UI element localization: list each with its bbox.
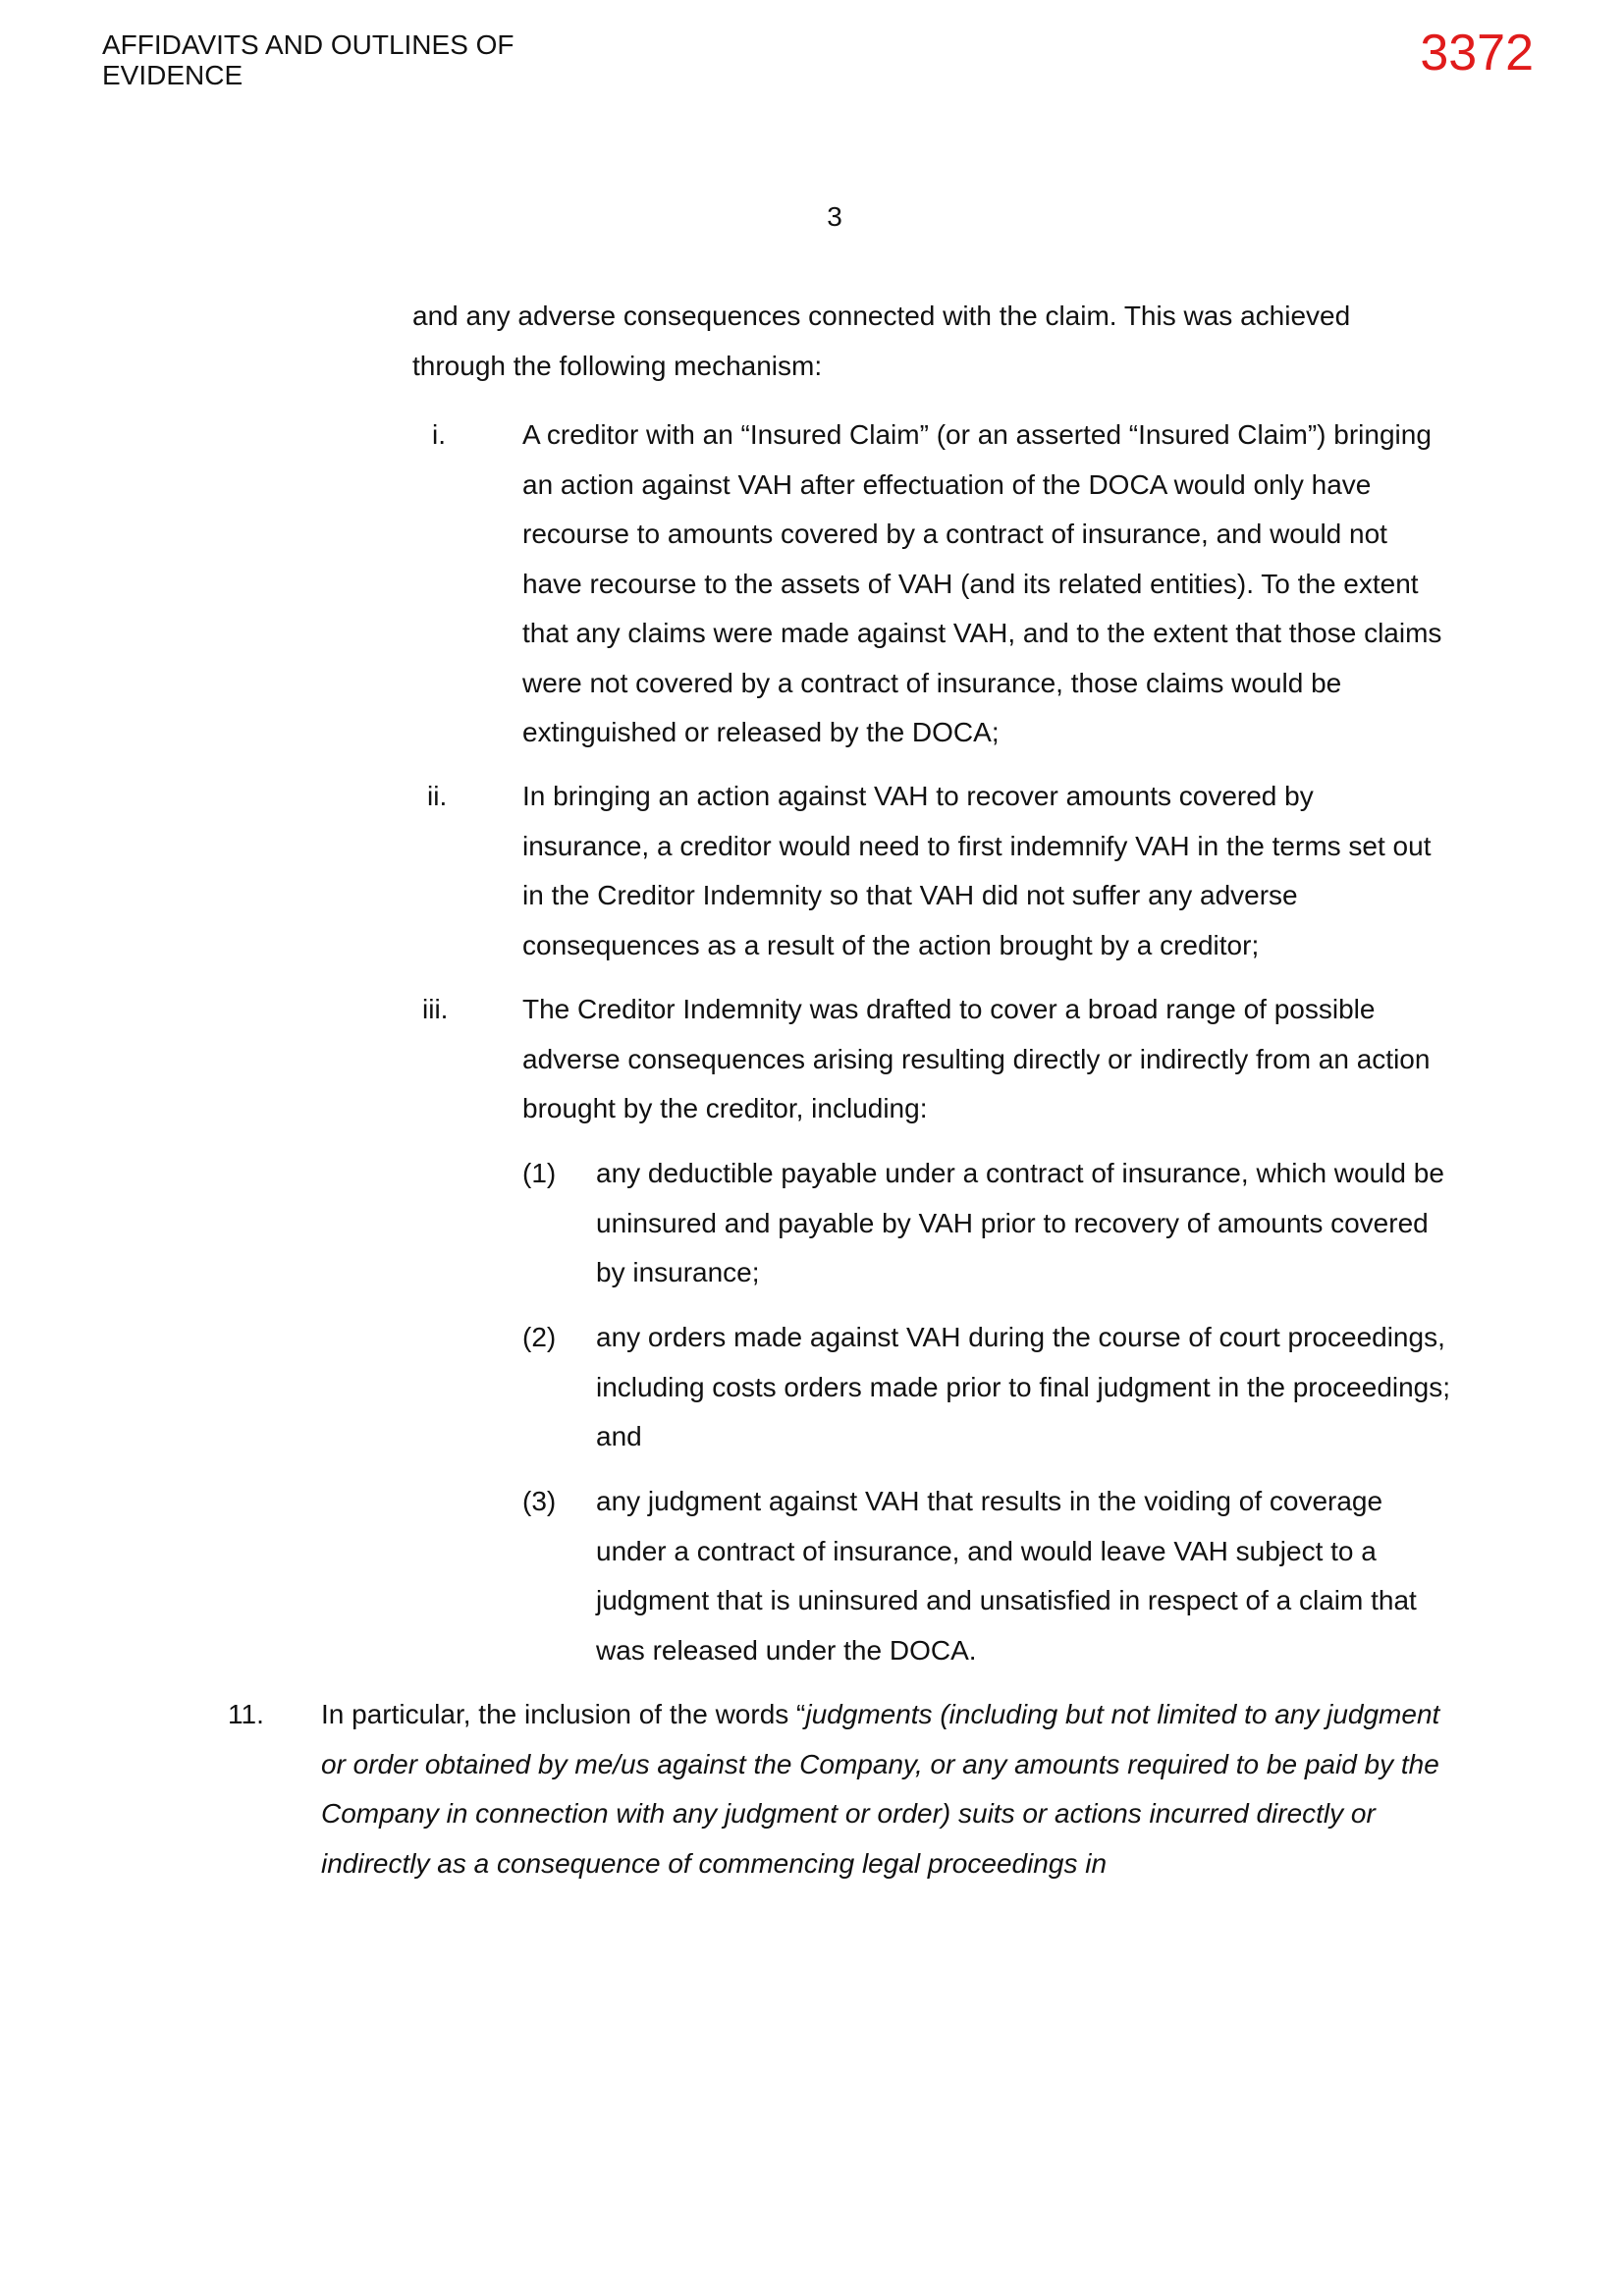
roman-marker: ii.	[427, 781, 448, 811]
roman-marker: i.	[432, 419, 446, 450]
exhibit-number: 3372	[1420, 25, 1534, 82]
section-title-line1: AFFIDAVITS AND OUTLINES OF	[102, 29, 514, 60]
sub-text: any judgment against VAH that results in the voiding of coverage under a contract of insurance, and would leave VAH subject to a judgment that is uninsured and unsatisfied in respect of a claim that was released under the DOCA.	[596, 1486, 1417, 1666]
continuation-paragraph: and any adverse consequences connected with the claim. This was achieved through the following mechanism:	[412, 301, 1351, 381]
paragraph-number: 11.	[228, 1699, 264, 1729]
sub-text: any deductible payable under a contract of insurance, which would be uninsured and payable by VAH prior to recovery of amounts covered by insurance;	[596, 1158, 1444, 1287]
page-number: 3	[827, 201, 842, 232]
paragraph-text	[321, 1690, 1440, 1888]
section-title	[102, 29, 514, 90]
roman-text: In bringing an action against VAH to recover amounts covered by insurance, a creditor would need to first indemnify VAH in the terms set out in the Creditor Indemnity so that VAH did not suffer any adverse consequences as a result of the action brought by a creditor;	[522, 781, 1432, 960]
paragraph-lead: In particular, the inclusion of the words “	[321, 1699, 806, 1729]
sub-marker: (2)	[522, 1322, 557, 1352]
roman-text: The Creditor Indemnity was drafted to cover a broad range of possible adverse consequences arising resulting directly or indirectly from an action brought by the creditor, including:	[522, 994, 1431, 1123]
sub-text: any orders made against VAH during the course of court proceedings, including costs orders made prior to final judgment in the proceedings; and	[596, 1322, 1451, 1451]
section-title-line2: EVIDENCE	[102, 60, 244, 90]
roman-text: A creditor with an “Insured Claim” (or an asserted “Insured Claim”) bringing an action against VAH after effectuation of the DOCA would only have recourse to amounts covered by a contract of insurance, and would not have recourse to the assets of VAH (and its related entities). To the extent that any claims were made against VAH, and to the extent that those claims were not covered by a contract of insurance, those claims would be extinguished or released by the DOCA;	[522, 419, 1442, 747]
roman-marker: iii.	[422, 994, 449, 1024]
sub-marker: (3)	[522, 1486, 557, 1516]
quoted-terms: judgments (including but not limited to any judgment or order obtained by me/us against the Company, or any amounts required to be paid by the Company in connection with any judgment or order) suits or actions incurred directly or indirectly as a consequence of commencing legal proceedings in	[321, 1699, 1440, 1879]
sub-marker: (1)	[522, 1158, 557, 1188]
